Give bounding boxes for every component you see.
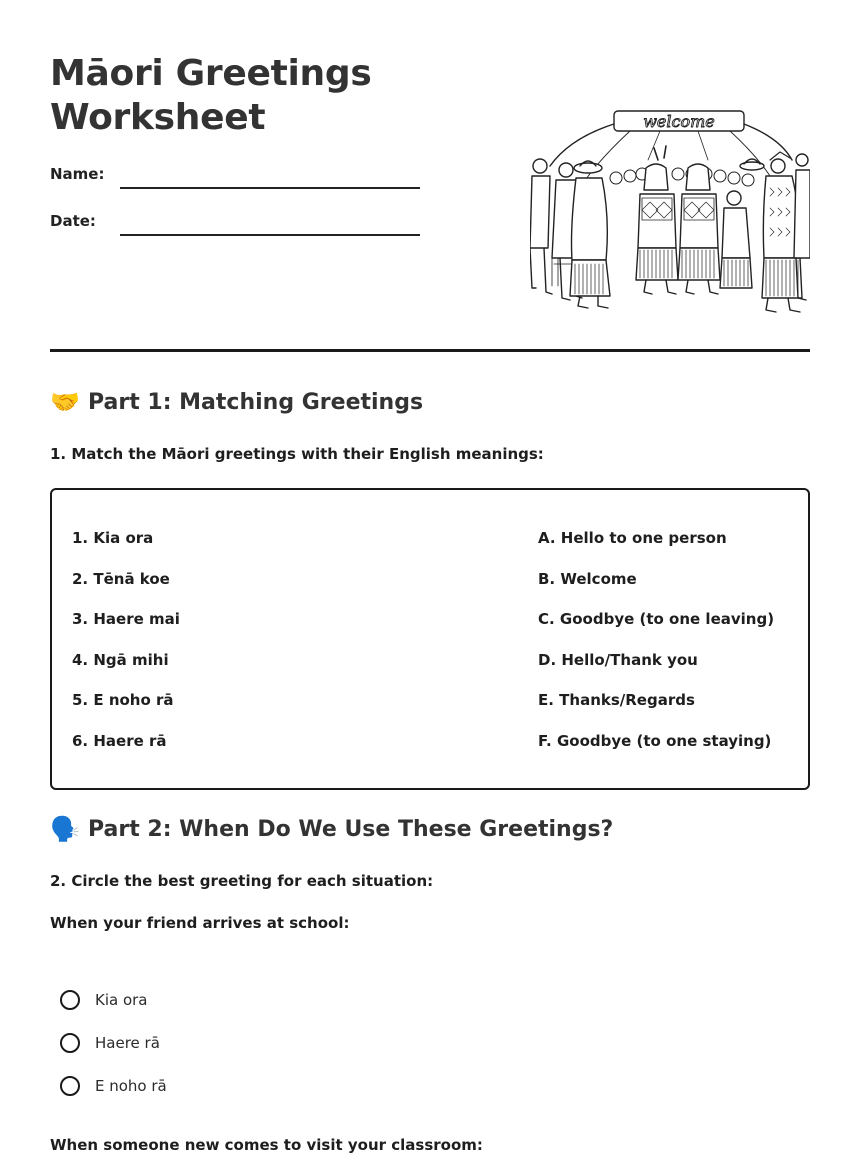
matching-box	[50, 488, 810, 790]
welcome-banner	[614, 111, 744, 131]
handshake-icon: 🤝	[50, 388, 80, 416]
radio-circle[interactable]	[60, 1076, 80, 1096]
option-haere-ra[interactable]	[60, 1021, 167, 1064]
maori-greeting-item: 1. Kia ora	[72, 529, 154, 547]
page-title	[50, 52, 372, 140]
english-meaning-item: B. Welcome	[538, 569, 637, 588]
option-label: E noho rā	[95, 1076, 167, 1095]
english-meaning-item: A. Hello to one person	[538, 529, 727, 547]
english-meanings-list	[538, 528, 774, 772]
option-label: Haere rā	[95, 1033, 160, 1052]
english-meaning-item: E. Thanks/Regards	[538, 691, 695, 710]
maori-greeting-item: 4. Ngā mihi	[72, 650, 169, 669]
title-line-1: Māori Greetings	[50, 53, 372, 94]
part2-heading	[50, 815, 613, 843]
maori-greeting-item: 2. Tēnā koe	[72, 569, 170, 588]
situation-2-prompt: When someone new comes to visit your classroom:	[50, 1136, 483, 1154]
maori-greeting-item: 3. Haere mai	[72, 610, 180, 629]
part2-instruction: 2. Circle the best greeting for each situation:	[50, 872, 434, 890]
header-divider	[50, 349, 810, 352]
option-e-noho-ra[interactable]	[60, 1064, 167, 1107]
radio-circle[interactable]	[60, 1033, 80, 1053]
maori-greeting-item: 6. Haere rā	[72, 731, 167, 750]
date-label: Date:	[50, 212, 96, 230]
part1-heading	[50, 388, 423, 416]
welcome-gathering-illustration	[530, 108, 810, 318]
name-label: Name:	[50, 165, 105, 183]
maori-greetings-list	[72, 528, 180, 772]
part2-heading-text: Part 2: When Do We Use These Greetings?	[88, 816, 614, 842]
title-line-2: Worksheet	[50, 97, 266, 138]
banner-text: welcome	[643, 112, 715, 131]
name-field[interactable]	[120, 187, 420, 189]
situation-1-prompt: When your friend arrives at school:	[50, 914, 350, 932]
maori-greeting-item: 5. E noho rā	[72, 691, 174, 710]
english-meaning-item: F. Goodbye (to one staying)	[538, 731, 772, 750]
option-label: Kia ora	[95, 990, 148, 1009]
date-field[interactable]	[120, 234, 420, 236]
radio-circle[interactable]	[60, 990, 80, 1010]
speaking-head-icon: 🗣️	[50, 815, 80, 843]
part1-instruction: 1. Match the Māori greetings with their English meanings:	[50, 445, 544, 463]
option-kia-ora[interactable]	[60, 978, 167, 1021]
part1-heading-text: Part 1: Matching Greetings	[88, 389, 424, 415]
english-meaning-item: D. Hello/Thank you	[538, 650, 698, 669]
english-meaning-item: C. Goodbye (to one leaving)	[538, 610, 775, 629]
situation-1-options	[60, 978, 167, 1107]
